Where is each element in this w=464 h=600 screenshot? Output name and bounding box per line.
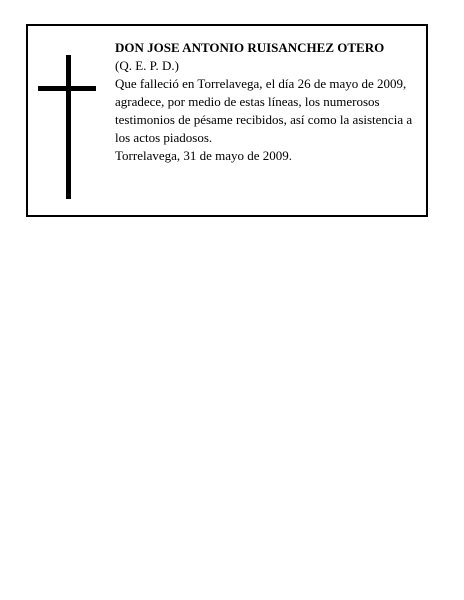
qepd-line: (Q. E. P. D.)	[115, 58, 179, 73]
deceased-name: DON JOSE ANTONIO RUISANCHEZ OTERO	[115, 40, 385, 55]
cross-vertical-bar	[66, 55, 71, 199]
obituary-notice	[26, 24, 428, 217]
cross-icon	[38, 55, 96, 199]
place-date: Torrelavega, 31 de mayo de 2009.	[115, 148, 293, 163]
notice-message: Que falleció en Torrelavega, el día 26 de mayo de 2009, agradece, por medio de estas líneas, los numerosos testimonios de pésame recibidos, así como la asistencia a los actos piadosos.	[115, 76, 413, 145]
cross-horizontal-bar	[38, 86, 96, 91]
notice-text	[115, 39, 421, 165]
